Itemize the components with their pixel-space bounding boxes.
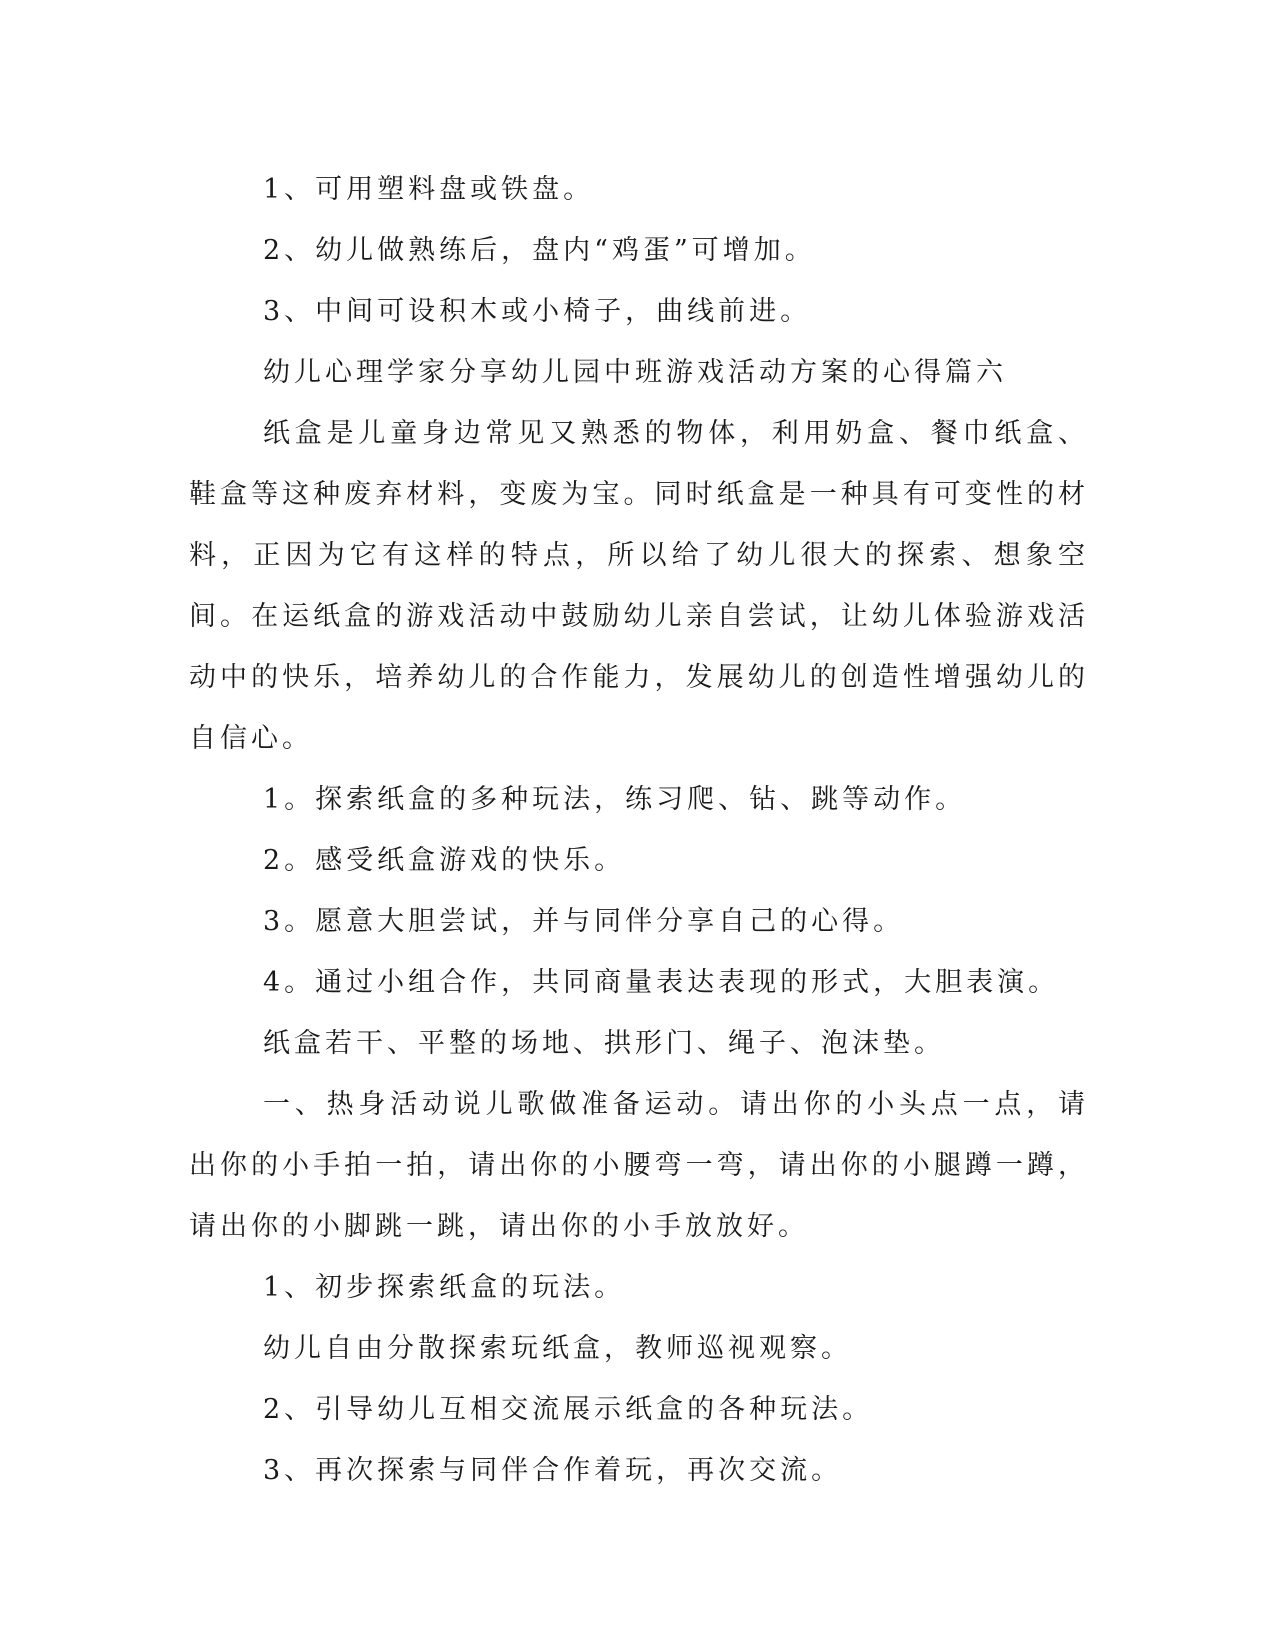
section-heading: 幼儿心理学家分享幼儿园中班游戏活动方案的心得篇六	[263, 357, 1007, 388]
paragraph: 2、幼儿做熟练后，盘内“鸡蛋”可增加。	[263, 235, 816, 266]
paragraph: 1、可用塑料盘或铁盘。	[263, 174, 595, 205]
paragraph: 4。通过小组合作，共同商量表达表现的形式，大胆表演。	[263, 967, 1060, 998]
paragraph: 2、引导幼儿互相交流展示纸盒的各种玩法。	[263, 1394, 874, 1425]
paragraph: 1、初步探索纸盒的玩法。	[263, 1272, 626, 1303]
paragraph: 2。感受纸盒游戏的快乐。	[263, 845, 626, 876]
paragraph: 幼儿自由分散探索玩纸盒，教师巡视观察。	[263, 1333, 852, 1364]
paragraph: 纸盒若干、平整的场地、拱形门、绳子、泡沫垫。	[263, 1028, 945, 1059]
paragraph: 3。愿意大胆尝试，并与同伴分享自己的心得。	[263, 906, 905, 937]
paragraph: 1。探索纸盒的多种玩法，练习爬、钻、跳等动作。	[263, 784, 967, 815]
paragraph: 纸盒是儿童身边常见又熟悉的物体，利用奶盒、餐巾纸盒、鞋盒等这种废弃材料，变废为宝。同时纸盒是一种具有可变性的材料，正因为它有这样的特点，所以给了幼儿很大的探索、想象空间。在运纸盒的游戏活动中鼓励幼儿亲自尝试，让幼儿体验游戏活动中的快乐，培养幼儿的合作能力，发展幼儿的创造性增强幼儿的自信心。	[189, 418, 1089, 754]
paragraph: 3、中间可设积木或小椅子，曲线前进。	[263, 296, 812, 327]
paragraph: 一、热身活动说儿歌做准备运动。请出你的小头点一点，请出你的小手拍一拍，请出你的小腰弯一弯，请出你的小腿蹲一蹲，请出你的小脚跳一跳，请出你的小手放放好。	[189, 1089, 1089, 1242]
paragraph: 3、再次探索与同伴合作着玩，再次交流。	[263, 1455, 843, 1486]
document-body	[189, 159, 1089, 1501]
